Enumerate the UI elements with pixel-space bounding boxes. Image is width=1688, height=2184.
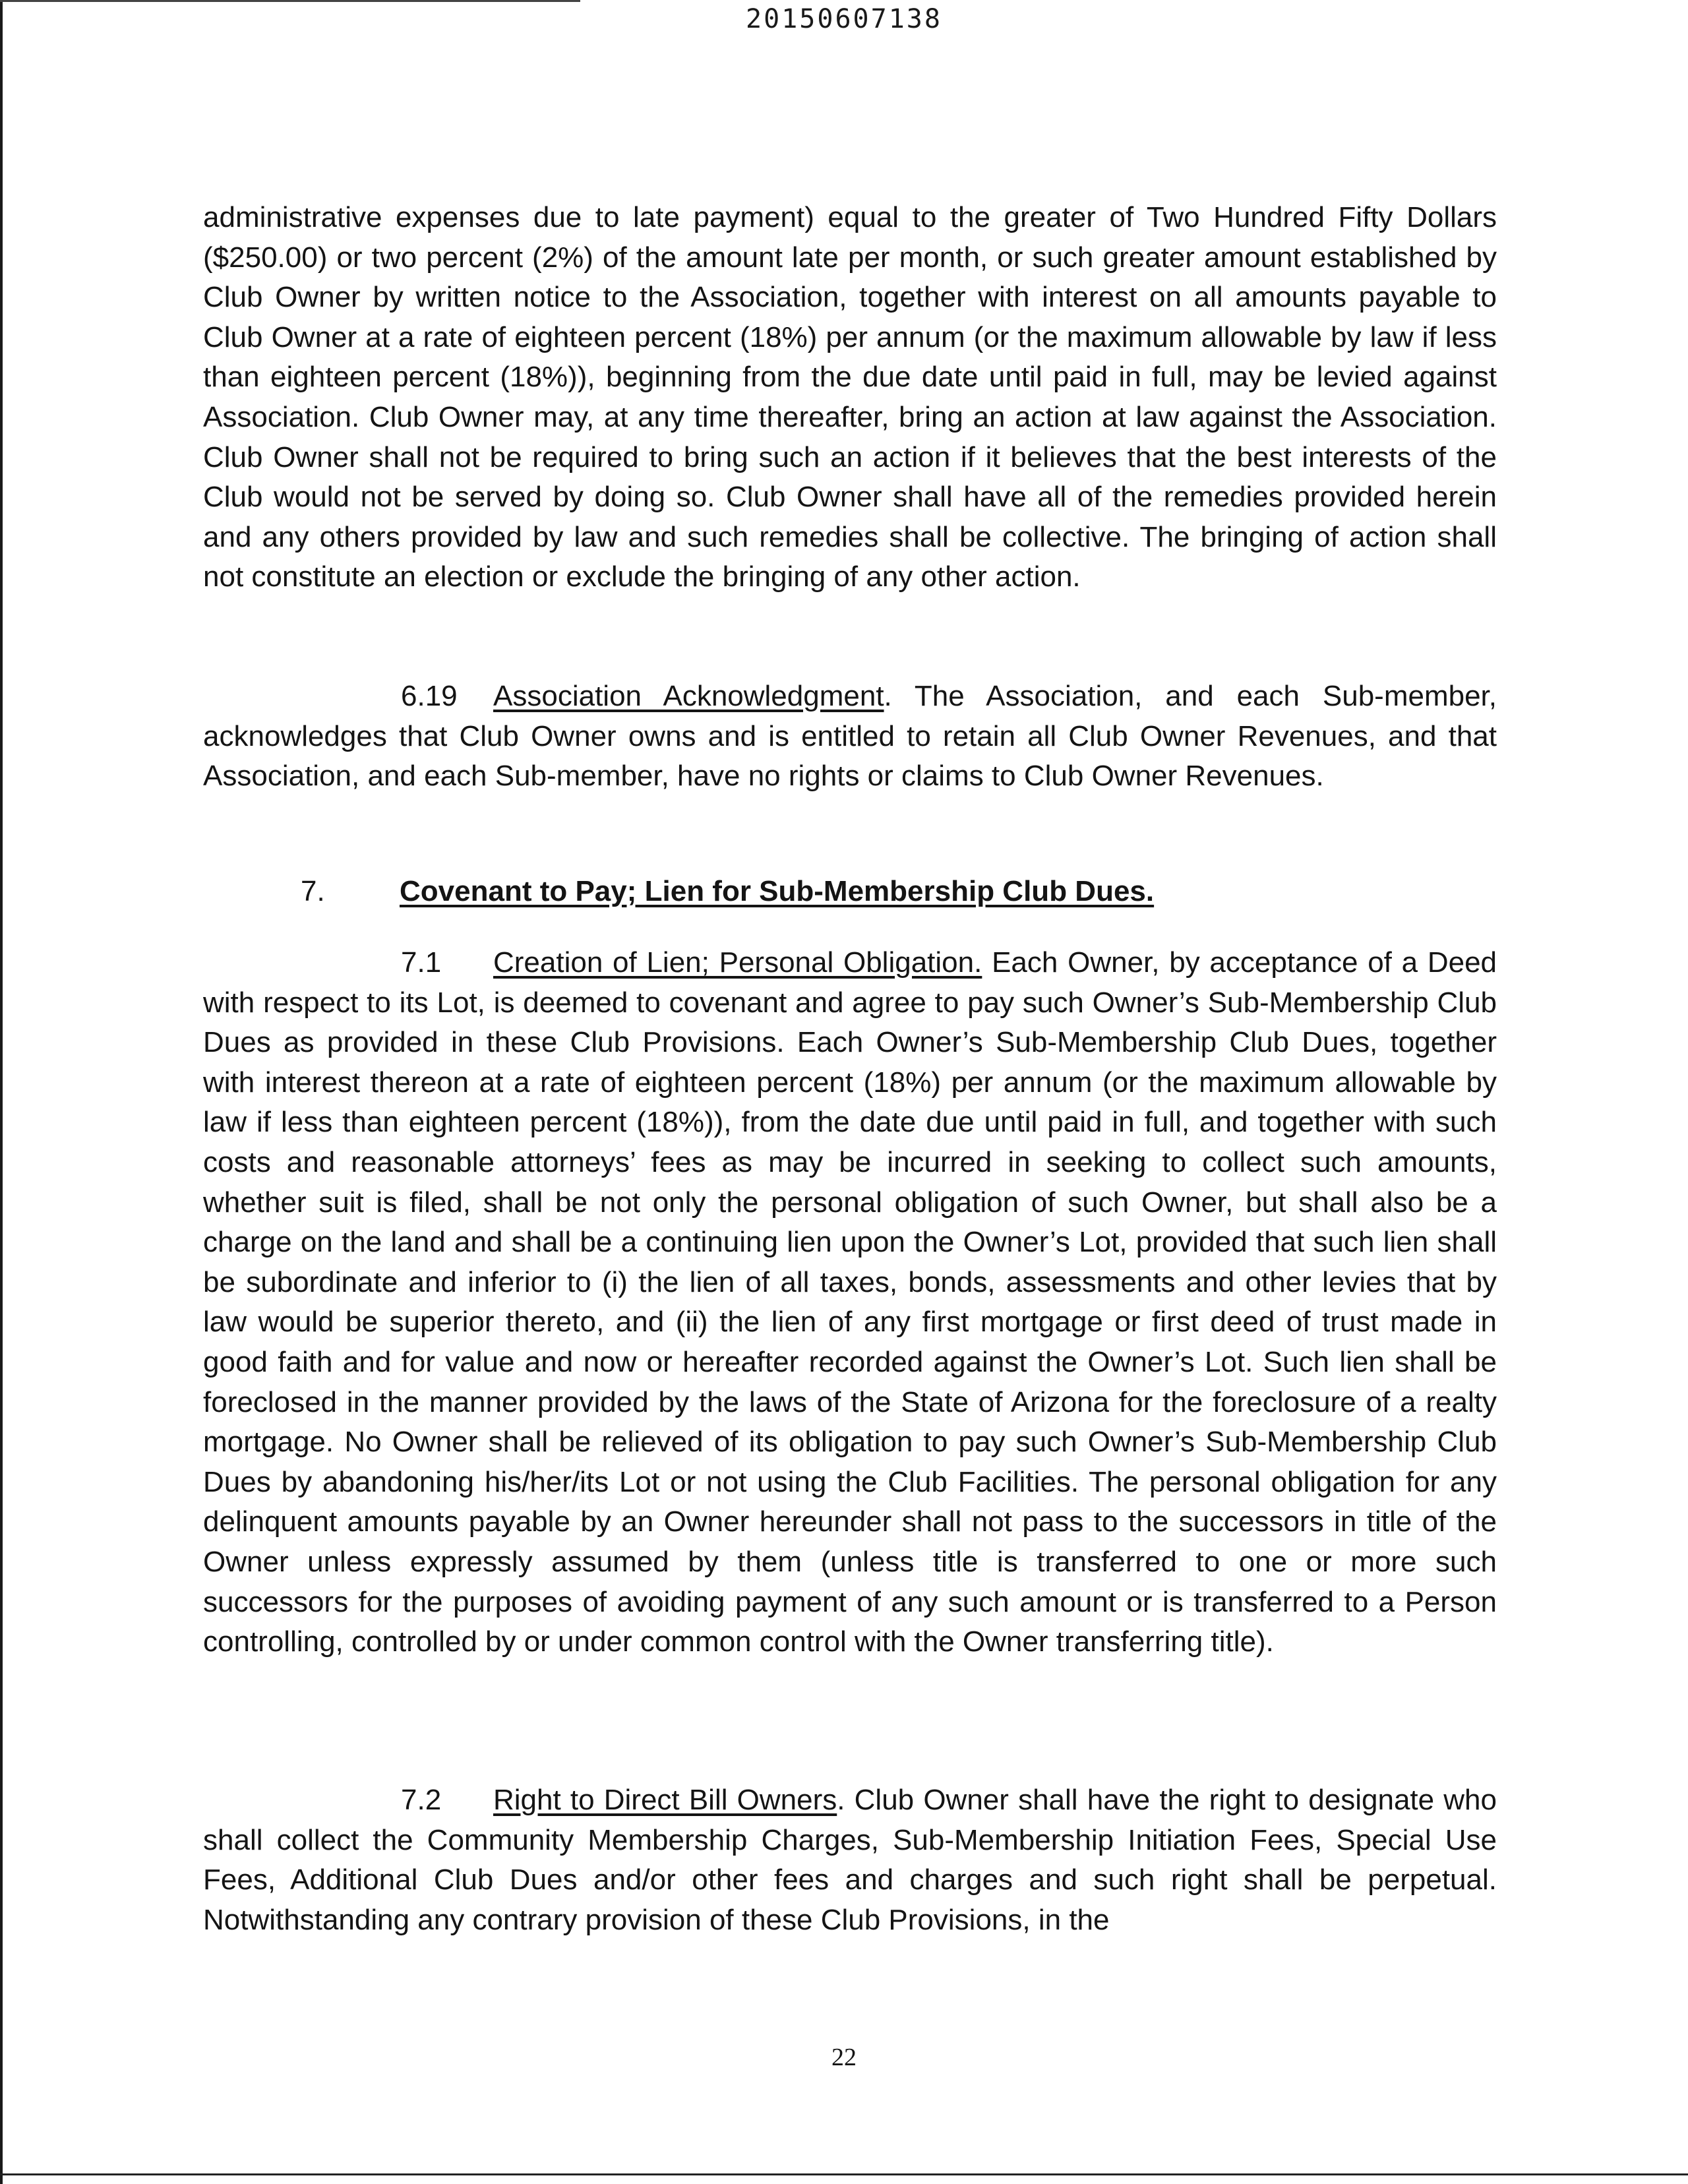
section-text: Each Owner, by acceptance of a Deed with respect to its Lot, is deemed to covenant and agree to pay such Owner’s Sub-Membership Club Dues as provided in these Club Provisions. Each Owner’s Sub-Membership Club Dues, together with interest thereon at a rate of eighteen percent (18%) per annum (or the maximum allowable by law if less than eighteen percent (18%)), from the date due until paid in full, and together with such costs and reasonable attorneys’ fees as may be incurred in seeking to collect such amounts, whether suit is filed, shall be not only the personal obligation of such Owner, but shall also be a charge on the land and shall be a continuing lien upon the Owner’s Lot, provided that such lien shall be subordinate and inferior to (i) the lien of all taxes, bonds, assessments and other levies that by law would be superior thereto, and (ii) the lien of any first mortgage or first deed of trust made in good faith and for value and now or hereafter recorded against the Owner’s Lot. Such lien shall be foreclosed in the manner provided by the laws of the State of Arizona for the foreclosure of a realty mortgage. No Owner shall be relieved of its obligation to pay such Owner’s Sub-Membership Club Dues by abandoning his/her/its Lot or not using the Club Facilities. The personal obligation for any delinquent amounts payable by an Owner hereunder shall not pass to the successors in title of the Owner unless expressly assumed by them (unless title is transferred to one or more such successors for the purposes of avoiding payment of any such amount or is transferred to a Person controlling, controlled by or under common control with the Owner transferring title). bbox=[203, 946, 1497, 1658]
section-number: 6.19 bbox=[401, 680, 458, 712]
section-6-19-paragraph bbox=[203, 677, 1497, 797]
section-number: 7.1 bbox=[401, 946, 442, 979]
document-number: 20150607138 bbox=[746, 4, 942, 34]
section-7-2-paragraph bbox=[203, 1780, 1497, 1940]
continuation-text: administrative expenses due to late payment) equal to the greater of Two Hundred Fifty Dollars ($250.00) or two percent (2%) of the amount late per month, or such greater amount established by Club Owner by written notice to the Association, together with interest on all amounts payable to Club Owner at a rate of eighteen percent (18%) per annum (or the maximum allowable by law if less than eighteen percent (18%)), beginning from the due date until paid in full, may be levied against Association. Club Owner may, at any time thereafter, bring an action at law against the Association. Club Owner shall not be required to bring such an action if it believes that the best interests of the Club would not be served by doing so. Club Owner shall have all of the remedies provided herein and any others provided by law and such remedies shall be collective. The bringing of action shall not constitute an election or exclude the bringing of any other action. bbox=[203, 201, 1497, 593]
section-text: . The Association, and each Sub-member, acknowledges that Club Owner owns and is entitled to retain all Club Owner Revenues, and that Association, and each Sub-member, have no rights or claims to Club Owner Revenues. bbox=[203, 680, 1497, 793]
section-text: . Club Owner shall have the right to designate who shall collect the Community Membership Charges, Sub-Membership Initiation Fees, Special Use Fees, Additional Club Dues and/or other fees and charges and such right shall be perpetual. Notwithstanding any contrary provision of these Club Provisions, in the bbox=[203, 1784, 1497, 1936]
section-number: 7. bbox=[301, 875, 325, 907]
section-title: Covenant to Pay; Lien for Sub-Membership Club Dues. bbox=[400, 875, 1155, 907]
scan-top-rule bbox=[0, 0, 580, 2]
section-7-heading bbox=[203, 872, 1497, 912]
section-title: Creation of Lien; Personal Obligation. bbox=[493, 946, 982, 979]
page-number: 22 bbox=[831, 2044, 857, 2071]
scan-bottom-rule bbox=[0, 2173, 1688, 2175]
section-title: Right to Direct Bill Owners bbox=[493, 1784, 837, 1816]
scan-left-edge bbox=[0, 0, 3, 2184]
section-number: 7.2 bbox=[401, 1784, 442, 1816]
continuation-paragraph bbox=[203, 198, 1497, 597]
section-7-1-paragraph bbox=[203, 943, 1497, 1662]
section-title: Association Acknowledgment bbox=[493, 680, 884, 712]
